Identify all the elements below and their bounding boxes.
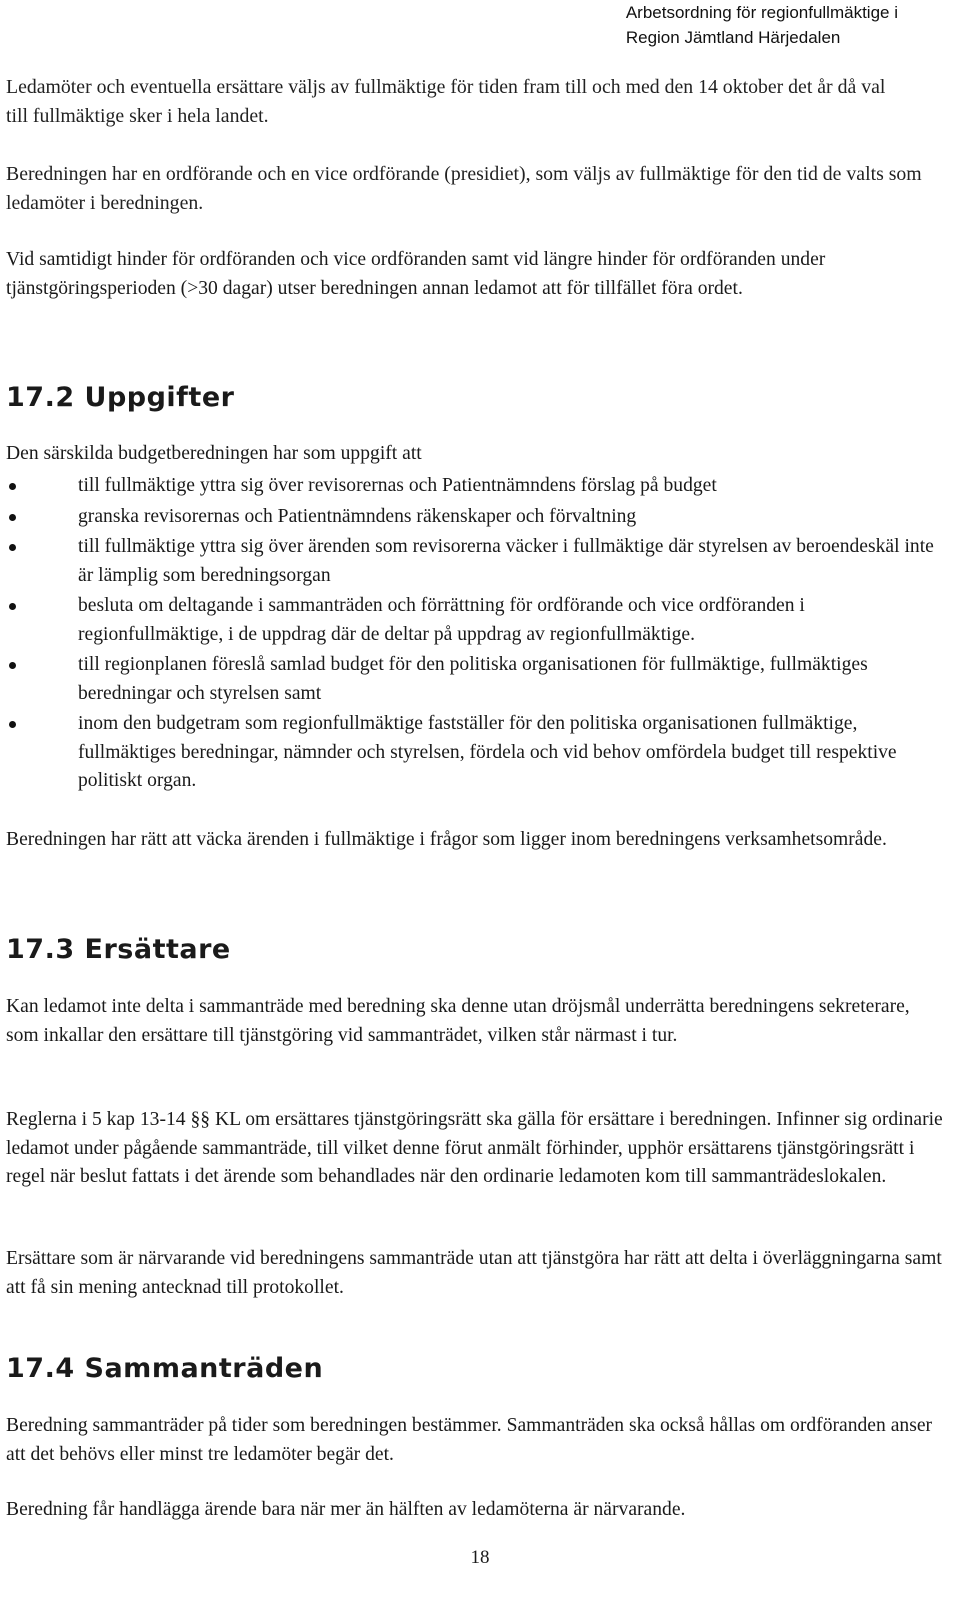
section-uppgifter-lead: Den särskilda budgetberedningen har som uppgift att (6, 443, 422, 464)
section-ersattare-paragraph-3: Ersättare som är närvarande vid beredningens sammanträde utan att tjänstgöra har rätt att delta i överläggningarna samt att få sin mening antecknad till protokollet. (6, 1248, 942, 1298)
intro-paragraph-term: Ledamöter och eventuella ersättare väljs av fullmäktige för tiden fram till och med den 14 oktober det år då val till fullmäktige sker i hela landet. (6, 76, 886, 127)
bullet-icon (9, 514, 16, 521)
list-item-text: besluta om deltagande i sammanträden och förrättning för ordförande och vice ordföranden i regionfullmäktige, i de uppdrag där de deltar på uppdrag av regionfullmäktige. (78, 595, 805, 645)
list-item (6, 472, 946, 501)
list-item (6, 503, 946, 532)
section-ersattare-paragraph-1: Kan ledamot inte delta i sammanträde med beredning ska denne utan dröjsmål underrätta beredningens sekreterare, som inkallar den ersättare till tjänstgöring vid sammanträdet, vilken står närmast i tur. (6, 996, 910, 1046)
section-ersattare-paragraph-2: Reglerna i 5 kap 13-14 §§ KL om ersättares tjänstgöringsrätt ska gälla för ersättare i beredningen. Infinner sig ordinarie ledamot under pågående sammanträde, till vilket denne förut anmält förhinder, upphör ersättarens tjänstgöringsrätt i regel när beslut fattats i det ärende som behandlades när den ordinarie ledamoten kom till sammanträdeslokalen. (6, 1109, 943, 1187)
section-heading-sammantraden: 17.4 Sammanträden (6, 1353, 324, 1384)
section-sammantraden-paragraph-1: Beredning sammanträder på tider som beredningen bestämmer. Sammanträden ska också hållas om ordföranden anser att det behövs eller minst tre ledamöter begär det. (6, 1415, 933, 1465)
running-header-line-1: Arbetsordning för regionfullmäktige i (625, 3, 898, 22)
list-item (6, 533, 946, 590)
list-item-text: till fullmäktige yttra sig över revisorernas och Patientnämndens förslag på budget (78, 475, 717, 496)
page-number: 18 (470, 1547, 490, 1568)
task-list (6, 472, 946, 798)
bullet-icon (9, 721, 16, 728)
list-item-text: till regionplanen föreslå samlad budget för den politiska organisationen för fullmäktige, fullmäktiges beredningar och styrelsen samt (78, 654, 868, 704)
list-item-text: inom den budgetram som regionfullmäktige fastställer för den politiska organisationen fullmäktige, fullmäktiges beredningar, nämnder och styrelsen, fördela och vid behov omfördela budget till respektive politiskt organ. (78, 713, 897, 791)
section-heading-ersattare: 17.3 Ersättare (6, 934, 231, 965)
list-item-text: granska revisorernas och Patientnämndens räkenskaper och förvaltning (78, 505, 637, 527)
list-item (6, 710, 946, 796)
section-uppgifter-closing: Beredningen har rätt att väcka ärenden i fullmäktige i frågor som ligger inom beredningens verksamhetsområde. (6, 829, 887, 850)
bullet-icon (9, 662, 16, 669)
intro-paragraph-presidium: Beredningen har en ordförande och en vice ordförande (presidiet), som väljs av fullmäktige för den tid de valts som ledamöter i beredningen. (6, 163, 922, 214)
section-sammantraden-paragraph-2: Beredning får handlägga ärende bara när mer än hälften av ledamöterna är närvarande. (6, 1499, 686, 1520)
running-header-line-2: Region Jämtland Härjedalen (625, 28, 841, 47)
running-header (626, 0, 898, 50)
list-item (6, 651, 946, 708)
bullet-icon (9, 483, 16, 490)
list-item (6, 592, 946, 649)
list-item-text: till fullmäktige yttra sig över ärenden som revisorerna väcker i fullmäktige där styrelsen av beroendeskäl inte är lämplig som beredningsorgan (78, 536, 934, 586)
section-heading-uppgifter: 17.2 Uppgifter (6, 382, 235, 413)
intro-paragraph-hinder: Vid samtidigt hinder för ordföranden och vice ordföranden samt vid längre hinder för ordföranden under tjänstgöringsperioden (>30 dagar) utser beredningen annan ledamot att för tillfället föra ordet. (6, 249, 826, 299)
bullet-icon (9, 544, 16, 551)
bullet-icon (9, 603, 16, 610)
